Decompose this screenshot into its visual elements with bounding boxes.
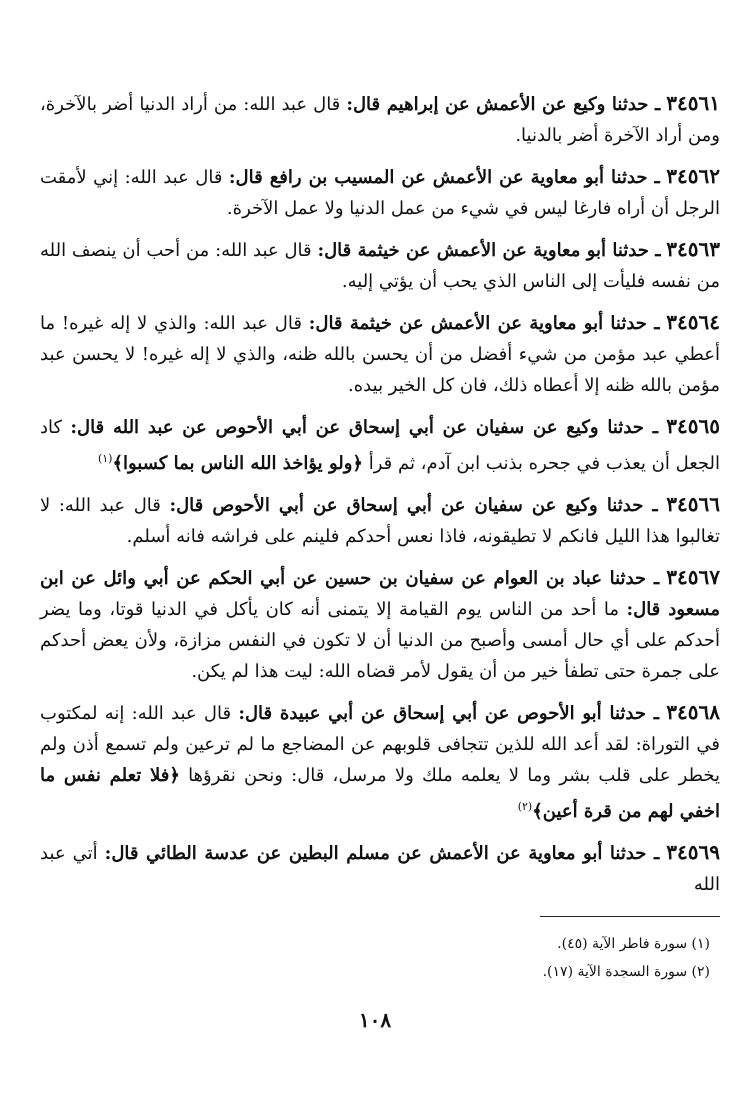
hadith-text: كاد الجعل أن يعذب في جحره بذنب ابن آدم، ثم قرأ [40,417,720,474]
hadith-chain: ـ حدثنا وكيع عن سفيان عن أبي إسحاق عن أبي الأحوص قال: [169,495,658,516]
hadith-number: ٣٤٥٦٩ [666,840,720,864]
hadith-entry [40,489,720,552]
hadith-entry [40,88,720,151]
footnote-ref[interactable]: (١) [97,452,113,465]
footnote-divider [540,916,720,917]
footnote-ref[interactable]: (٢) [517,800,533,813]
hadith-entry [40,697,720,827]
hadith-entry [40,562,720,687]
hadith-text: قال عبد الله: لا تغالبوا هذا الليل فانكم لا تطيقونه، فاذا نعس أحدكم فلينم على فراشه فانه أسلم. [40,495,720,547]
footnotes [310,930,710,986]
hadith-number: ٣٤٥٦٧ [666,565,720,589]
hadith-entry [40,234,720,297]
hadith-text: قال عبد الله: إنه لمكتوب في التوراة: لقد أعد الله للذين تتجافى قلوبهم عن المضاجع ما لم ترعين ولم تسمع أذن ولم يخطر على قلب بشر وما لا يعلمه ملك ولا مرسل، قال: ونحن نقرؤها [40,703,721,786]
hadith-text: ما أحد من الناس يوم القيامة إلا يتمنى أنه كان يأكل في الدنيا قوتا، وما يضر أحدكم على أي حال أمسى وأصبح من الدنيا أن لا تكون في النفس مزازة، ولأن يعض أحدكم على جمرة حتى تطفأ خير من أن يقول لأمر قضاه الله: ليت هذا لم يكن. [40,599,720,682]
hadith-number: ٣٤٥٦٦ [666,492,720,516]
quran-verse: ﴿فلا تعلم نفس ما اخفي لهم من قرة أعين﴾ [40,765,720,822]
hadith-number: ٣٤٥٦٢ [666,164,720,188]
hadith-entry [40,837,720,900]
hadith-chain: ـ حدثنا وكيع عن سفيان عن أبي إسحاق عن أبي الأحوص عن عبد الله قال: [70,417,658,438]
hadith-number: ٣٤٥٦٤ [666,310,720,334]
footnote: (٢) سورة السجدة الآية (١٧). [542,964,710,980]
hadith-chain: ـ حدثنا أبو معاوية عن الأعمش عن مسلم البطين عن عدسة الطائي قال: [104,843,660,864]
hadith-text: قال عبد الله: والذي لا إله غيره! ما أعطي عبد مؤمن من شيء أفضل من أن يحسن بالله ظنه، والذي لا إله غيره! لا يحسن عبد مؤمن بالله ظنه إلا أعطاه ذلك، فان كل الخير بيده. [40,313,720,396]
footnote: (١) سورة فاطر الآية (٤٥). [557,936,710,952]
hadith-entry [40,411,720,479]
hadith-number: ٣٤٥٦٨ [666,700,720,724]
hadith-number: ٣٤٥٦٣ [666,237,720,261]
hadith-text: قال عبد الله: من أحب أن ينصف الله من نفسه فليأت إلى الناس الذي يحب أن يؤتي إليه. [40,240,720,292]
hadith-chain: ـ حدثنا أبو الأحوص عن أبي إسحاق عن أبي عبيدة قال: [238,703,660,724]
hadith-chain: ـ حدثنا أبو معاوية عن الأعمش عن خيثمة قال: [317,240,661,261]
hadith-text: قال عبد الله: من أراد الدنيا أضر بالآخرة، ومن أراد الآخرة أضر بالدنيا. [40,94,720,146]
page-number: ١٠٨ [358,1008,392,1032]
hadith-chain: ـ حدثنا أبو معاوية عن الأعمش عن المسيب بن رافع قال: [228,167,660,188]
hadith-entry [40,161,720,224]
hadith-text: قال عبد الله: إني لأمقت الرجل أن أراه فارغا ليس في شيء من عمل الدنيا ولا عمل الآخرة. [40,167,720,219]
hadith-entry [40,307,720,401]
hadith-text: أتي عبد الله [40,843,720,895]
hadith-chain: ـ حدثنا عباد بن العوام عن سفيان بن حسين عن أبي الحكم عن أبي وائل عن ابن مسعود قال: [40,568,720,620]
hadith-number: ٣٤٥٦١ [666,91,720,115]
hadith-number: ٣٤٥٦٥ [666,414,720,438]
page-body [40,88,720,910]
quran-verse: ﴿ولو يؤاخذ الله الناس بما كسبوا﴾ [112,453,363,474]
hadith-chain: ـ حدثنا أبو معاوية عن الأعمش عن خيثمة قال: [308,313,660,334]
hadith-chain: ـ حدثنا وكيع عن الأعمش عن إبراهيم قال: [346,94,661,115]
